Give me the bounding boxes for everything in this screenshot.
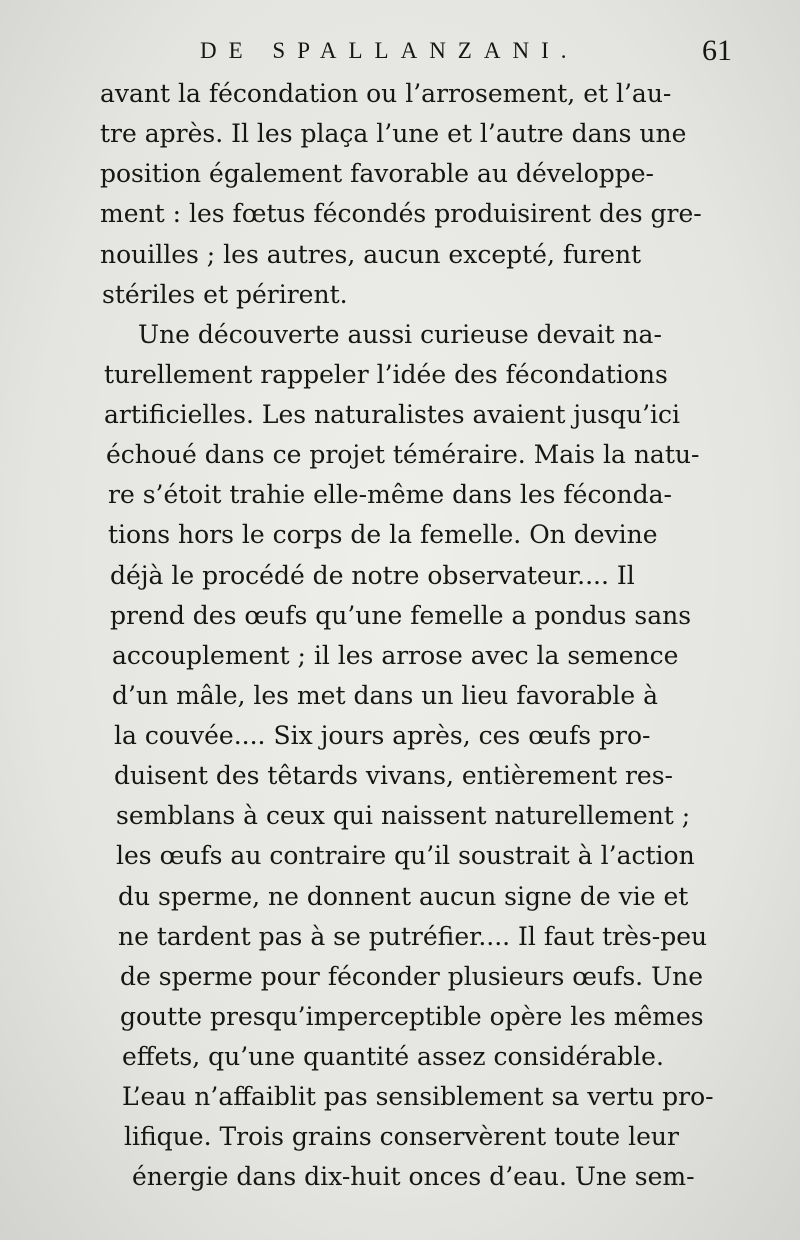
text-line: stériles et périrent. [102, 280, 348, 309]
text-line: avant la fécondation ou l’arrosement, et l’au- [100, 79, 672, 108]
text-line: lifique. Trois grains conservèrent toute leur [124, 1122, 679, 1151]
text-line: accouplement ; il les arrose avec la semence [112, 641, 679, 670]
text-line: artificielles. Les naturalistes avaient jusqu’ici [104, 400, 681, 429]
running-head: DE SPALLANZANI. [200, 38, 579, 63]
text-line: de sperme pour féconder plusieurs œufs. Une [120, 962, 704, 991]
text-line: ne tardent pas à se putréfier.... Il faut très-peu [118, 922, 708, 951]
text-line: ment : les fœtus fécondés produisirent des gre- [100, 199, 702, 228]
text-line: L’eau n’affaiblit pas sensiblement sa vertu pro- [122, 1082, 714, 1111]
text-line: Une découverte aussi curieuse devait na- [138, 320, 662, 349]
text-line: d’un mâle, les met dans un lieu favorable à [112, 681, 659, 710]
text-line: semblans à ceux qui naissent naturellement ; [116, 801, 691, 830]
text-line: énergie dans dix-huit onces d’eau. Une sem- [132, 1162, 695, 1191]
text-line: effets, qu’une quantité assez considérable. [122, 1042, 664, 1071]
text-line: déjà le procédé de notre observateur.... Il [110, 561, 635, 590]
text-line: re s’étoit trahie elle-même dans les féconda- [108, 480, 672, 509]
text-line: goutte presqu’imperceptible opère les mêmes [120, 1002, 704, 1031]
text-line: nouilles ; les autres, aucun excepté, furent [100, 240, 642, 269]
text-line: échoué dans ce projet téméraire. Mais la natu- [106, 440, 700, 469]
text-line: tions hors le corps de la femelle. On devine [108, 520, 658, 549]
text-line: les œufs au contraire qu’il soustrait à l’action [116, 841, 695, 870]
text-line: turellement rappeler l’idée des fécondations [104, 360, 668, 389]
text-line: prend des œufs qu’une femelle a pondus sans [110, 601, 692, 630]
text-line: position également favorable au développe- [100, 159, 655, 188]
page-header [0, 34, 800, 74]
text-line: du sperme, ne donnent aucun signe de vie et [118, 882, 689, 911]
text-line: duisent des têtards vivans, entièrement res- [114, 761, 673, 790]
text-line: tre après. Il les plaça l’une et l’autre dans une [100, 119, 687, 148]
page-number: 61 [702, 34, 732, 67]
text-line: la couvée.... Six jours après, ces œufs pro- [114, 721, 651, 750]
